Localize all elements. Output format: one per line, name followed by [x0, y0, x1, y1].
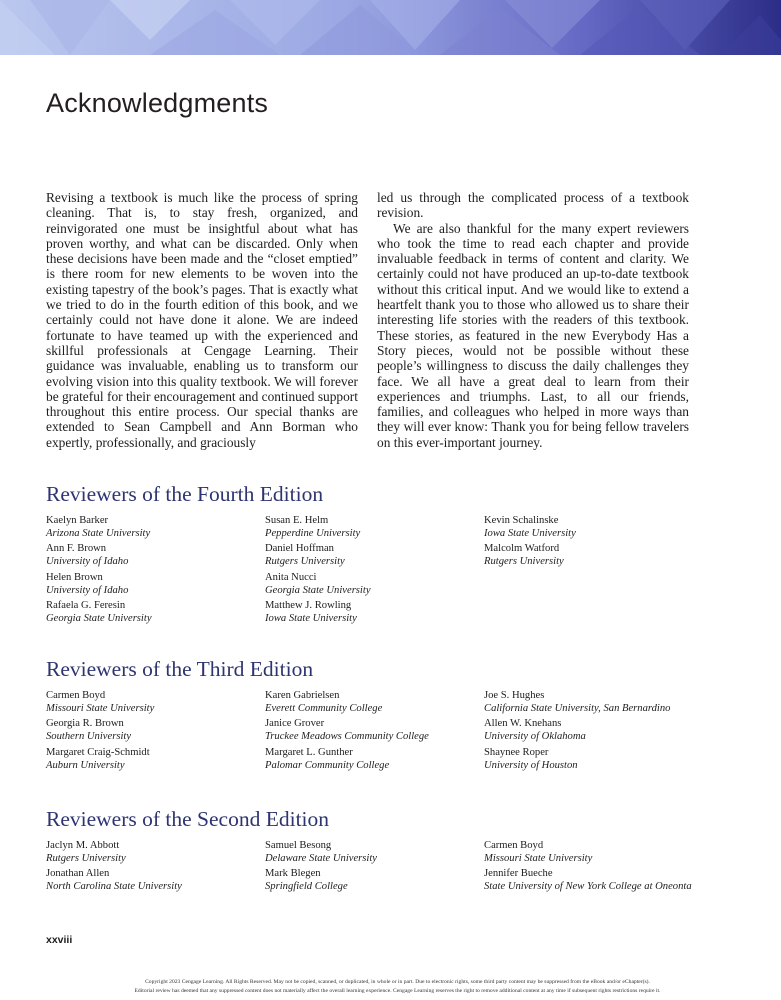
- reviewer-institution: Arizona State University: [46, 527, 151, 539]
- reviewer-entry: [265, 747, 484, 772]
- reviewer-name: Mark Blegen: [265, 868, 321, 880]
- reviewer-name: Matthew J. Rowling: [265, 600, 352, 612]
- section-title-fourth-edition: Reviewers of the Fourth Edition: [46, 482, 324, 506]
- reviewer-name: Margaret L. Gunther: [265, 746, 353, 758]
- reviewer-column: [265, 515, 484, 626]
- reviewer-name: Janice Grover: [265, 718, 325, 730]
- reviewer-name: Carmen Boyd: [46, 690, 106, 701]
- reviewer-institution: California State University, San Bernardino: [484, 702, 671, 714]
- page-number: xxviii: [46, 934, 73, 946]
- reviewer-name: Margaret Craig-Schmidt: [46, 746, 150, 758]
- copyright-line: Copyright 2023 Cengage Learning. All Rights Reserved. May not be copied, scanned, or duplicated, in whole or in part. Due to electronic rights, some third party content may be suppressed from the eBook and/or eChapter(s).: [145, 979, 650, 985]
- reviewer-institution: University of Idaho: [46, 556, 129, 568]
- reviewer-entry: [484, 543, 766, 568]
- reviewer-name: Jennifer Bueche: [484, 868, 553, 880]
- reviewer-name: Ann F. Brown: [46, 543, 107, 555]
- reviewer-name: Shaynee Roper: [484, 746, 549, 758]
- reviewer-column: [46, 840, 265, 894]
- intro-right-column: [377, 190, 689, 450]
- reviewer-entry: [265, 718, 484, 743]
- reviewer-entry: [484, 690, 766, 715]
- reviewer-name: Daniel Hoffman: [265, 543, 334, 555]
- copyright-line: Editorial review has deemed that any suppressed content does not materially affect the overall learning experience. Cengage Learning reserves the right to remove additional content at any time if subsequent rights restrictions require it.: [134, 987, 661, 994]
- reviewer-column: [265, 690, 484, 772]
- reviewer-institution: Rutgers University: [484, 556, 564, 568]
- reviewer-entry: [484, 747, 766, 772]
- reviewer-entry: [46, 747, 265, 772]
- page-title: Acknowledgments: [46, 88, 269, 118]
- reviewer-institution: Springfield College: [265, 881, 348, 893]
- reviewer-institution: Georgia State University: [265, 584, 371, 596]
- reviewer-name: Kaelyn Barker: [46, 515, 109, 526]
- reviewer-institution: University of Idaho: [46, 584, 129, 596]
- reviewer-column: [46, 690, 265, 772]
- reviewer-name: Kevin Schalinske: [484, 515, 559, 526]
- section-title-second-edition: Reviewers of the Second Edition: [46, 807, 330, 831]
- reviewer-institution: University of Oklahoma: [484, 731, 586, 743]
- reviewer-entry: [46, 543, 265, 568]
- reviewer-column: [46, 515, 265, 626]
- reviewer-institution: Pepperdine University: [265, 527, 361, 539]
- triangle-pattern-banner: [0, 0, 781, 55]
- reviewer-entry: [46, 600, 265, 625]
- reviewer-name: Jonathan Allen: [46, 868, 110, 880]
- reviewer-entry: [265, 600, 484, 625]
- reviewer-institution: Rutgers University: [265, 556, 345, 568]
- intro-paragraph: led us through the complicated process of a textbook revision.: [377, 190, 689, 221]
- reviewers-second-edition: [46, 840, 766, 894]
- reviewer-name: Jaclyn M. Abbott: [46, 840, 120, 851]
- reviewer-institution: Missouri State University: [484, 852, 593, 864]
- intro-paragraph: We are also thankful for the many expert reviewers who took the time to read each chapter and provide invaluable feedback in terms of content and clarity. We certainly could not have produced an up-to-date textbook without this critical input. And we would like to extend a heartfelt thank you to those who allowed us to share their interesting life stories with the readers of this textbook. These stories, as featured in the new Everybody Has a Story pieces, would not be possible without these people’s willingness to discuss the daily challenges they face. We all have a great deal to learn from their experiences and triumphs. Last, to all our friends, families, and colleagues who helped in more ways than they will ever know: Thank you for being fellow travelers on this ever-important journey.: [377, 220, 689, 450]
- reviewer-institution: Auburn University: [46, 759, 125, 771]
- reviewer-institution: North Carolina State University: [46, 881, 182, 893]
- reviewer-name: Rafaela G. Feresin: [46, 600, 126, 612]
- reviewer-institution: Iowa State University: [265, 612, 357, 624]
- reviewer-entry: [265, 868, 484, 893]
- reviewer-entry: [46, 718, 265, 743]
- reviewer-name: Helen Brown: [46, 571, 103, 583]
- reviewer-institution: Iowa State University: [484, 527, 576, 539]
- reviewer-entry: [265, 543, 484, 568]
- reviewer-name: Allen W. Knehans: [484, 718, 562, 730]
- reviewer-entry: [484, 718, 766, 743]
- copyright-notice: [60, 978, 735, 995]
- reviewer-institution: Georgia State University: [46, 612, 152, 624]
- reviewer-entry: [46, 690, 265, 715]
- reviewer-institution: University of Houston: [484, 759, 578, 771]
- reviewer-institution: Truckee Meadows Community College: [265, 731, 429, 743]
- reviewer-name: Carmen Boyd: [484, 840, 544, 851]
- reviewer-entry: [46, 868, 265, 893]
- reviewer-name: Malcolm Watford: [484, 543, 560, 555]
- intro-left-column: [46, 190, 358, 450]
- header-banner: [0, 0, 781, 55]
- reviewer-column: [484, 690, 766, 772]
- reviewer-entry: [46, 572, 265, 597]
- reviewer-entry: [46, 840, 265, 865]
- reviewer-name: Samuel Besong: [265, 840, 332, 851]
- reviewer-name: Karen Gabrielsen: [265, 690, 340, 701]
- reviewer-institution: Missouri State University: [46, 702, 155, 714]
- reviewer-entry: [46, 515, 265, 540]
- reviewer-entry: [484, 840, 766, 865]
- intro-paragraph: Revising a textbook is much like the process of spring cleaning. That is, to stay fresh, organized, and reinvigorated one must be insightful about what has proven worthy, and what can be discarded. Only when these decisions have been made and the “closet emptied” is there room for new elements to be woven into the existing tapestry of the book’s pages. That is exactly what we tried to do in the fourth edition of this book, and we certainly could not have done it alone. We are indeed fortunate to have teamed up with the experienced and skillful professionals at Cengage Learning. Their guidance was invaluable, enabling us to transform our evolving vision into this quality textbook. We will forever be grateful for their encouragement and continued support throughout this entire process. Our special thanks are extended to Sean Campbell and Ann Borman who expertly, professionally, and graciously: [46, 190, 358, 450]
- reviewer-name: Joe S. Hughes: [484, 690, 545, 701]
- reviewer-institution: Southern University: [46, 731, 132, 743]
- reviewer-column: [484, 840, 766, 894]
- reviewer-name: Georgia R. Brown: [46, 718, 124, 730]
- reviewer-institution: State University of New York College at Oneonta: [484, 881, 692, 893]
- reviewer-institution: Palomar Community College: [265, 759, 390, 771]
- reviewer-entry: [484, 868, 766, 893]
- reviewer-institution: Delaware State University: [265, 852, 377, 864]
- reviewer-column: [265, 840, 484, 894]
- reviewer-entry: [484, 515, 766, 540]
- reviewer-entry: [265, 840, 484, 865]
- reviewer-institution: Everett Community College: [265, 702, 383, 714]
- reviewer-entry: [265, 690, 484, 715]
- reviewers-third-edition: [46, 690, 766, 772]
- reviewer-name: Anita Nucci: [265, 571, 317, 583]
- reviewer-entry: [265, 572, 484, 597]
- reviewer-name: Susan E. Helm: [265, 515, 329, 526]
- reviewer-entry: [265, 515, 484, 540]
- reviewers-fourth-edition: [46, 515, 766, 626]
- reviewer-column: [484, 515, 766, 626]
- section-title-third-edition: Reviewers of the Third Edition: [46, 657, 314, 681]
- reviewer-institution: Rutgers University: [46, 852, 126, 864]
